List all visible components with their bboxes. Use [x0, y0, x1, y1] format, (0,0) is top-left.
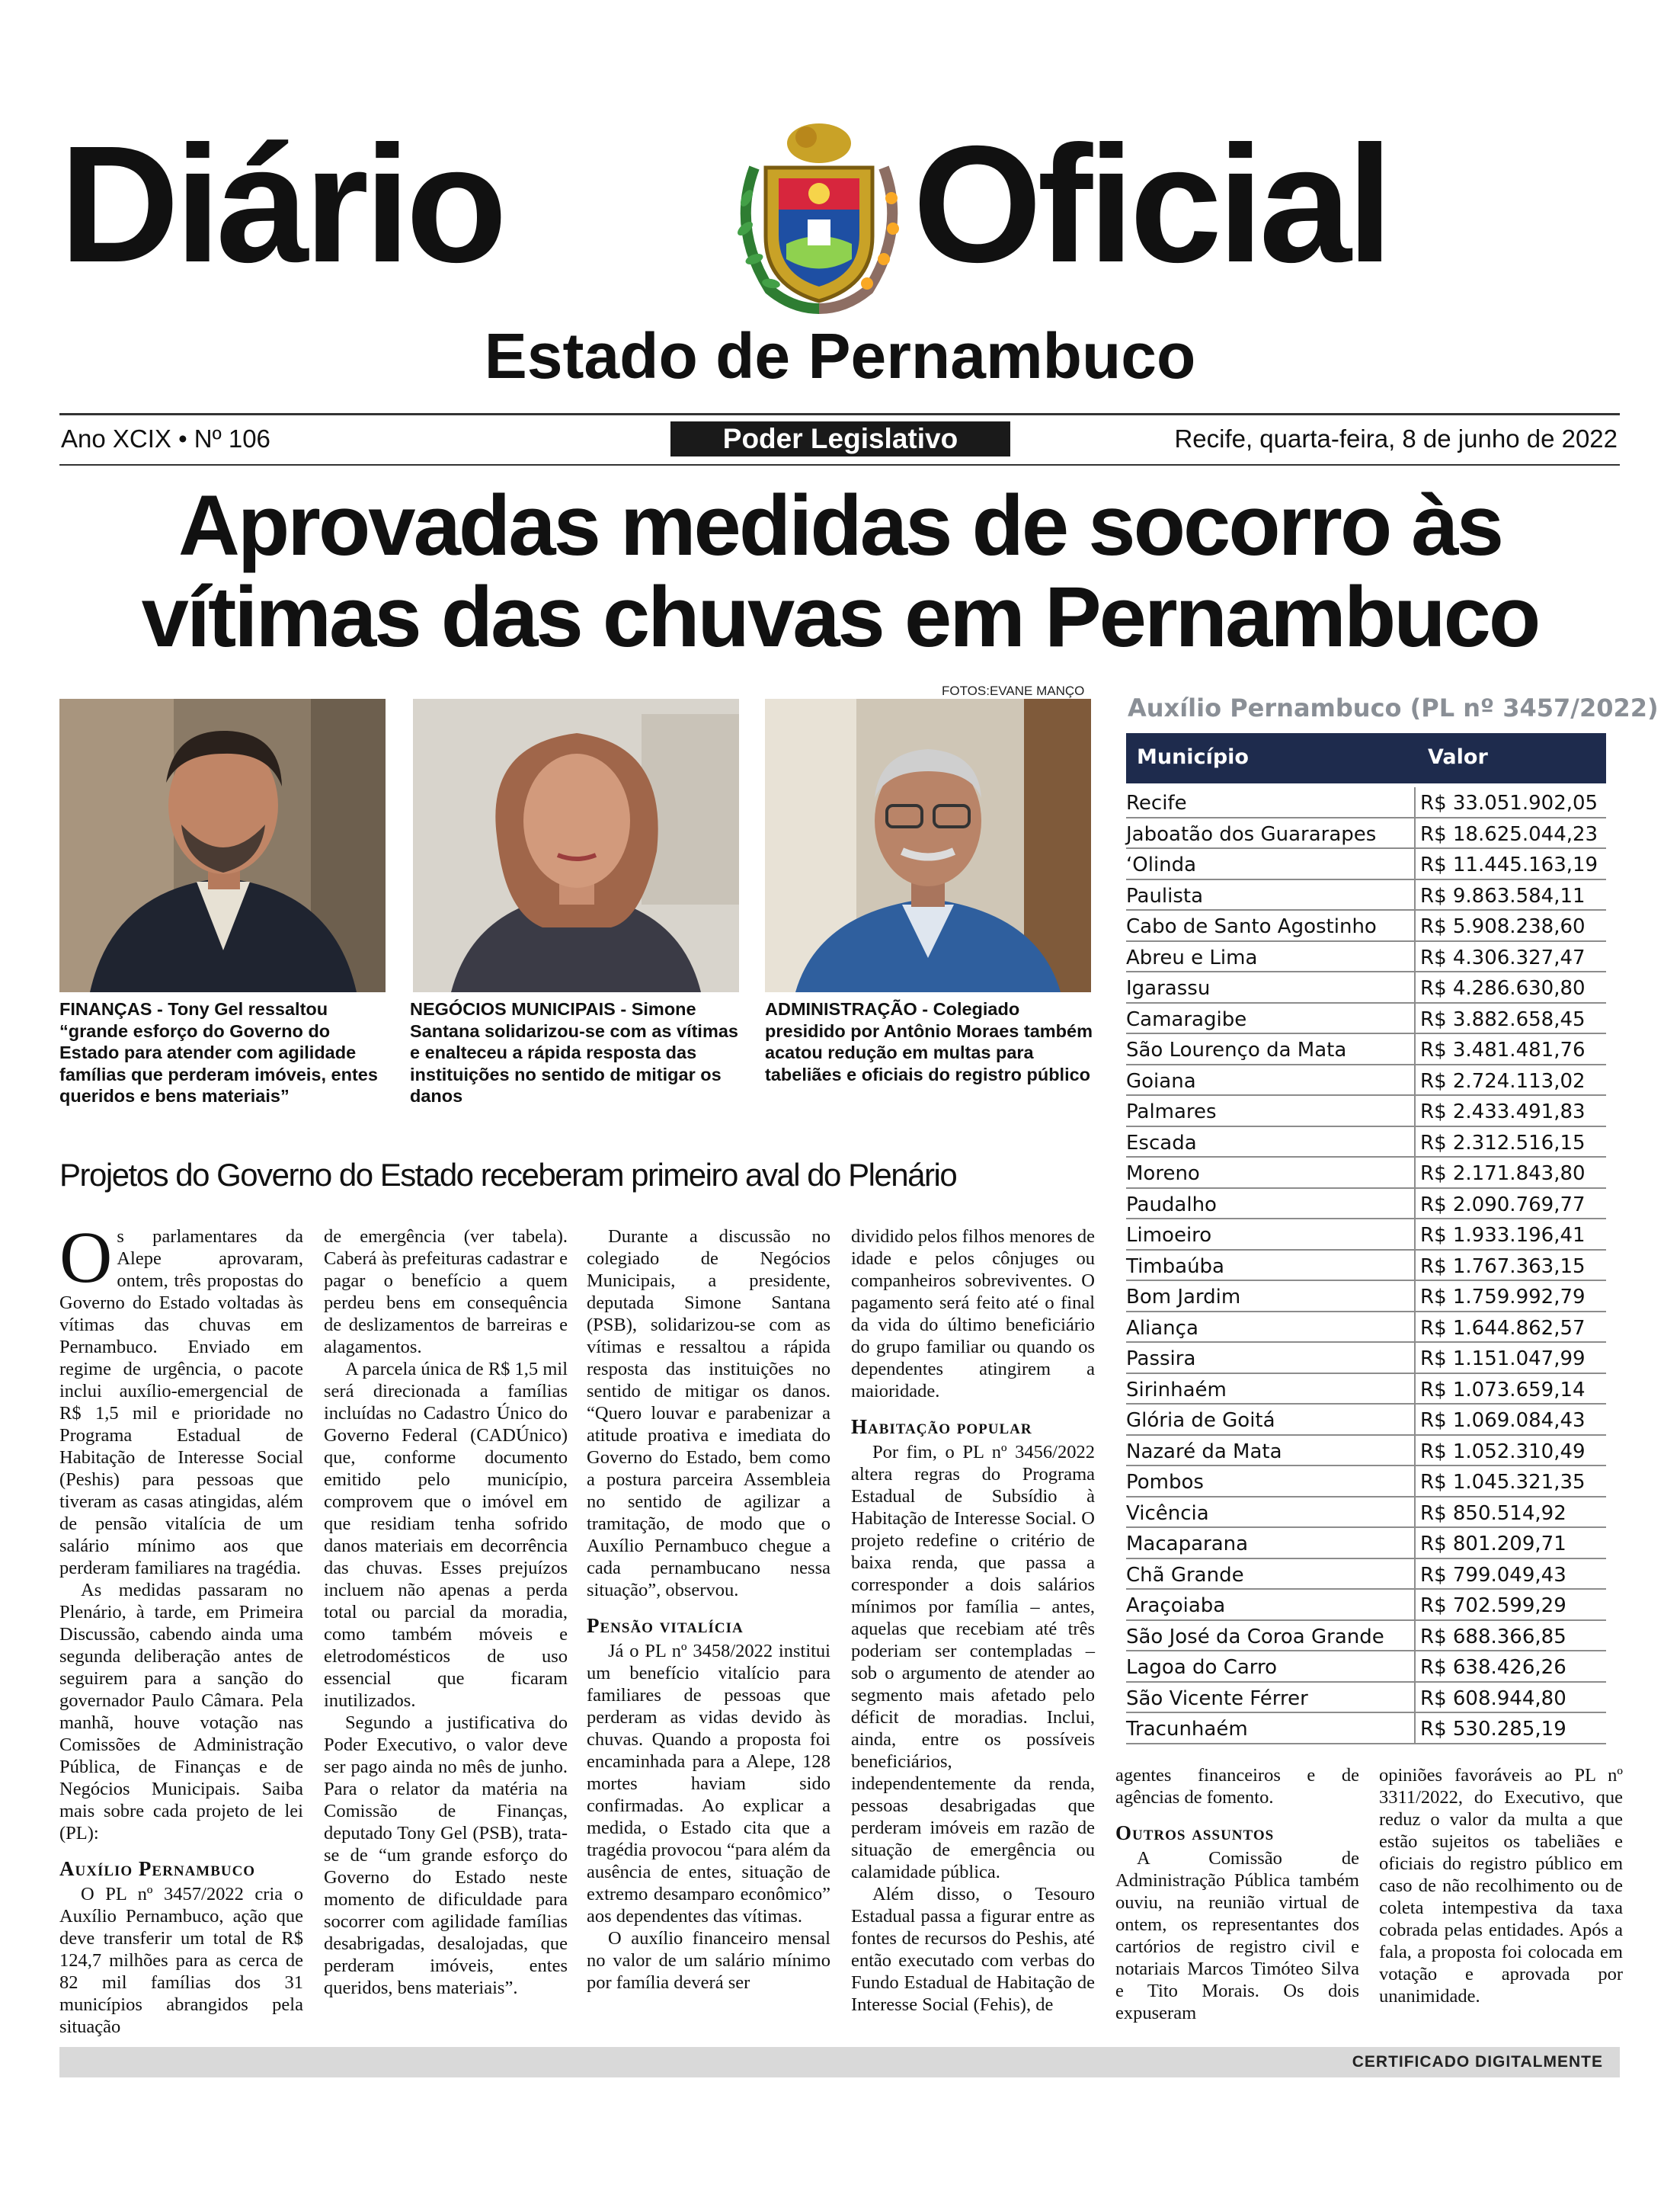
valor-cell: R$ 1.151.047,99: [1420, 1347, 1586, 1370]
article-column-1: [59, 1216, 303, 2038]
column-divider: [1414, 1219, 1416, 1249]
table-row: [1126, 818, 1606, 850]
column-divider: [1414, 1405, 1416, 1434]
table-row: [1126, 1127, 1606, 1158]
column-divider: [1414, 1683, 1416, 1712]
valor-cell: R$ 1.933.196,41: [1420, 1224, 1586, 1247]
municipio-cell: Pombos: [1126, 1471, 1204, 1494]
drop-cap: O: [59, 1216, 113, 1298]
valor-cell: R$ 801.209,71: [1420, 1533, 1566, 1555]
article-paragraph-6: Segundo a justificativa do Poder Executivo, o valor deve ser pago ainda no mês de junho. Para o relator da matéria na Comissão de Finanças, deputado Tony Gel (PSB), trata-se de “um grande esforço do Governo do Estado neste momento de dificuldade para socorrer com agilidade famílias desabrigadas, desalojadas, que perderam imóveis, entes queridos, bens materiais”.: [324, 1712, 568, 1998]
valor-cell: R$ 2.724.113,02: [1420, 1069, 1586, 1093]
column-divider: [1414, 1436, 1416, 1465]
column-divider: [1414, 1158, 1416, 1187]
municipio-cell: Timbaúba: [1126, 1254, 1224, 1278]
column-divider: [1414, 1004, 1416, 1033]
bottom-rule: [59, 464, 1620, 466]
table-row: [1126, 1158, 1606, 1189]
article-paragraph-4: de emergência (ver tabela). Caberá às prefeituras cadastrar e pagar o benefício a quem perdeu bens em consequência de deslizamentos de barreiras e alagamentos.: [324, 1226, 568, 1357]
valor-cell: R$ 688.366,85: [1420, 1625, 1566, 1648]
article-paragraph-8: Já o PL nº 3458/2022 institui um benefício vitalício para familiares de pessoas que perderam as vidas devido às chuvas. Quando a proposta foi encaminhada para a Alepe, 128 mortes haviam sido confirmadas. Ao explicar a medida, o Estado cita que a tragédia provocou “para além da ausência de entes, situação de extremo desamparo econômico” aos dependentes das vítimas.: [587, 1641, 830, 1927]
valor-cell: R$ 11.445.163,19: [1420, 854, 1598, 876]
table-row: [1126, 1466, 1606, 1498]
column-divider: [1414, 1559, 1416, 1589]
table-row: [1126, 1683, 1606, 1714]
municipio-cell: Nazaré da Mata: [1126, 1440, 1282, 1463]
article-paragraph-12: Além disso, o Tesouro Estadual passa a figurar entre as fontes de recursos do Peshis, até então executado com verbas do Fundo Estadual de Habitação de Interesse Social (Fehis), de: [851, 1884, 1095, 2015]
municipio-cell: Macaparana: [1126, 1533, 1249, 1555]
municipio-cell: São Vicente Férrer: [1126, 1686, 1308, 1710]
municipio-cell: Goiana: [1126, 1069, 1196, 1093]
valor-cell: R$ 608.944,80: [1420, 1686, 1566, 1710]
municipio-cell: Chã Grande: [1126, 1563, 1244, 1587]
article-paragraph-10: dividido pelos filhos menores de idade e pelos cônjuges ou companheiros sobreviventes. O pagamento será feito até o final da vida do último beneficiário do grupo familiar ou quando os dependentes atingirem a maioridade.: [851, 1226, 1095, 1401]
section-badge: Poder Legislativo: [670, 421, 1010, 456]
table-row: [1126, 1528, 1606, 1559]
column-divider: [1414, 1498, 1416, 1527]
table-row: [1126, 1096, 1606, 1127]
valor-cell: R$ 799.049,43: [1420, 1563, 1566, 1587]
article-paragraph-7: Durante a discussão no colegiado de Negócios Municipais, a presidente, deputada Simone Santana (PSB), solidarizou-se com as vítimas e ressaltou a rápida resposta das instituições no sentido de mitigar os danos. “Quero louvar e parabenizar a atitude proativa e imediata do Governo do Estado, bem como a postura parceira Assembleia no sentido de agilizar a tramitação, de modo que o Auxílio Pernambuco chegue a cada pernambucano nessa situação”, observou.: [587, 1226, 830, 1600]
valor-cell: R$ 850.514,92: [1420, 1501, 1566, 1525]
municipio-cell: Tracunhaém: [1126, 1718, 1248, 1741]
column-divider: [1414, 1713, 1416, 1743]
table-row: [1126, 1651, 1606, 1683]
article-paragraph-3: O PL nº 3457/2022 cria o Auxílio Pernambuco, ação que deve transferir um total de R$ 124,7 milhões para as cerca de 82 mil famílias dos 31 municípios abrangidos pela situação: [59, 1884, 303, 2037]
valor-cell: R$ 33.051.902,05: [1420, 792, 1598, 815]
valor-cell: R$ 2.312.516,15: [1420, 1131, 1586, 1155]
municipio-cell: Bom Jardim: [1126, 1286, 1241, 1309]
headline-line-2: vítimas das chuvas em Pernambuco: [141, 569, 1539, 665]
table-row: [1126, 1498, 1606, 1529]
municipio-cell: Moreno: [1126, 1162, 1200, 1185]
article-column-2: [324, 1225, 568, 1999]
table-row: [1126, 880, 1606, 911]
table-row: [1126, 1281, 1606, 1312]
column-divider: [1414, 1528, 1416, 1558]
municipio-cell: Passira: [1126, 1347, 1196, 1370]
table-row: [1126, 787, 1606, 818]
masthead-title-right: Oficial: [913, 112, 1389, 297]
municipio-cell: Jaboatão dos Guararapes: [1126, 822, 1377, 846]
valor-cell: R$ 1.052.310,49: [1420, 1440, 1586, 1463]
photo-caption-financas: FINANÇAS - Tony Gel ressaltou “grande esforço do Governo do Estado para atender com agilidade famílias que perderam imóveis, entes queridos e bens materiais”: [59, 999, 378, 1106]
column-divider: [1414, 849, 1416, 879]
column-divider: [1414, 1096, 1416, 1126]
article-paragraph-11: Por fim, o PL nº 3456/2022 altera regras do Programa Estadual de Subsídio à Habitação de Interesse Social. O projeto redefine o critério de baixa renda, que passa a corresponder a dois salários mínimos por família – antes, aquelas que recebiam até três poderiam ser contempladas – sob o argumento de atender ao segmento mais afetado pelo déficit de moradias. Inclui, ainda, entre os possíveis beneficiários, independentemente da renda, pessoas desabrigadas que perderam imóveis em razão de situação de emergência ou calamidade pública.: [851, 1442, 1095, 1882]
coat-of-arms-logo: [724, 114, 914, 320]
photo-simone-santana: [413, 699, 739, 992]
headline: [0, 480, 1680, 663]
subheading-habitacao: Habitação popular: [851, 1415, 1032, 1438]
valor-cell: R$ 4.286.630,80: [1420, 977, 1586, 1000]
table-row: [1126, 849, 1606, 880]
municipio-cell: Cabo de Santo Agostinho: [1126, 915, 1377, 938]
column-divider: [1414, 1251, 1416, 1280]
table-row: [1126, 1034, 1606, 1065]
valor-cell: R$ 530.285,19: [1420, 1718, 1566, 1741]
top-rule: [59, 413, 1620, 415]
subheading-outros: Outros assuntos: [1115, 1821, 1275, 1844]
edition-number: Ano XCIX • Nº 106: [61, 424, 270, 453]
column-divider: [1414, 1590, 1416, 1619]
table-row: [1126, 942, 1606, 973]
valor-cell: R$ 1.069.084,43: [1420, 1409, 1586, 1432]
column-divider: [1414, 1281, 1416, 1311]
masthead-subtitle: Estado de Pernambuco: [484, 320, 1196, 392]
table-row: [1126, 1065, 1606, 1097]
municipio-cell: Camaragibe: [1126, 1007, 1247, 1031]
column-divider: [1414, 1034, 1416, 1064]
column-divider: [1414, 1466, 1416, 1496]
municipio-cell: Lagoa do Carro: [1126, 1656, 1278, 1679]
table-header: [1126, 733, 1606, 783]
table-title: Auxílio Pernambuco (PL nº 3457/2022): [1128, 693, 1659, 722]
table-row: [1126, 1219, 1606, 1251]
article-paragraph-2: As medidas passaram no Plenário, à tarde, em Primeira Discussão, cabendo ainda uma segunda deliberação antes de seguirem para a sanção do governador Paulo Câmara. Pela manhã, houve votação nas Comissões de Administração Pública, de Finanças e de Negócios Municipais. Saiba mais sobre cada projeto de lei (PL):: [59, 1580, 303, 1843]
subheading-auxilio: Auxílio Pernambuco: [59, 1857, 256, 1880]
valor-cell: R$ 1.073.659,14: [1420, 1378, 1586, 1401]
photo-credit: FOTOS:EVANE MANÇO: [942, 684, 1085, 698]
municipio-cell: Igarassu: [1126, 977, 1211, 1000]
valor-cell: R$ 4.306.327,47: [1420, 946, 1586, 969]
municipio-cell: São Lourenço da Mata: [1126, 1039, 1347, 1062]
table-row: [1126, 1590, 1606, 1621]
article-column-6: [1379, 1764, 1623, 2007]
table-row: [1126, 972, 1606, 1004]
subheading-pensao: Pensão vitalícia: [587, 1614, 744, 1637]
valor-cell: R$ 1.644.862,57: [1420, 1316, 1586, 1340]
valor-cell: R$ 1.759.992,79: [1420, 1286, 1586, 1309]
article-column-5: [1115, 1764, 1359, 2024]
photo-caption-administracao: ADMINISTRAÇÃO - Colegiado presidido por Antônio Moraes também acatou redução em multas para tabeliães e oficiais do registro público: [765, 999, 1093, 1084]
article-paragraph-15: opiniões favoráveis ao PL nº 3311/2022, do Executivo, que reduz o valor da multa a que estão sujeitos os tabeliães e oficiais do registro público em caso de não recolhimento ou de coleta intempestiva da taxa cobrada pelas entidades. Após a fala, a proposta foi colocada em votação e aprovada por unanimidade.: [1379, 1765, 1623, 2007]
valor-cell: R$ 702.599,29: [1420, 1594, 1566, 1617]
photo-tony-gel: [59, 699, 386, 992]
table-row: [1126, 1405, 1606, 1436]
municipio-cell: ‘Olinda: [1126, 854, 1197, 876]
column-divider: [1414, 1374, 1416, 1404]
valor-cell: R$ 2.433.491,83: [1420, 1100, 1586, 1123]
column-divider: [1414, 880, 1416, 910]
column-divider: [1414, 1127, 1416, 1157]
table-row: [1126, 911, 1606, 942]
table-row: [1126, 1251, 1606, 1282]
municipio-cell: Sirinhaém: [1126, 1378, 1227, 1401]
municipio-cell: Palmares: [1126, 1100, 1217, 1123]
valor-cell: R$ 1.767.363,15: [1420, 1254, 1586, 1278]
table-row: [1126, 1559, 1606, 1590]
column-divider: [1414, 787, 1416, 817]
table-row: [1126, 1312, 1606, 1344]
municipio-cell: Araçoiaba: [1126, 1594, 1226, 1617]
certified-label: CERTIFICADO DIGITALMENTE: [1352, 2053, 1603, 2071]
photo-antonio-moraes: [765, 699, 1091, 992]
municipio-cell: Paudalho: [1126, 1193, 1217, 1216]
municipio-cell: Vicência: [1126, 1501, 1209, 1525]
table-row: [1126, 1189, 1606, 1220]
article-paragraph-5: A parcela única de R$ 1,5 mil será direcionada a famílias incluídas no Cadastro Único do Governo Federal (CADÚnico) que, conforme documento emitido pelo município, comprovem que o imóvel em que residiam tenha sofrido danos materiais em decorrência das chuvas. Esses prejuízos incluem não apenas a perda total ou parcial da moradia, como também móveis e eletrodomésticos de uso essencial que ficaram inutilizados.: [324, 1359, 568, 1711]
valor-cell: R$ 5.908.238,60: [1420, 915, 1586, 938]
table-row: [1126, 1436, 1606, 1467]
municipio-cell: Abreu e Lima: [1126, 946, 1258, 969]
column-divider: [1414, 1651, 1416, 1681]
column-divider: [1414, 972, 1416, 1002]
column-header-municipio: Município: [1137, 745, 1249, 769]
municipio-cell: São José da Coroa Grande: [1126, 1625, 1384, 1648]
municipio-cell: Limoeiro: [1126, 1224, 1212, 1247]
table-body: [1126, 787, 1606, 1744]
column-header-valor: Valor: [1428, 745, 1488, 769]
headline-line-1: Aprovadas medidas de socorro às: [178, 478, 1502, 573]
column-divider: [1414, 911, 1416, 940]
article-deck: Projetos do Governo do Estado receberam primeiro aval do Plenário: [59, 1157, 957, 1193]
table-row: [1126, 1713, 1606, 1744]
valor-cell: R$ 2.171.843,80: [1420, 1162, 1586, 1185]
table-row: [1126, 1343, 1606, 1374]
article-paragraph-1: Os parlamentares da Alepe aprovaram, ontem, três propostas do Governo do Estado voltadas às vítimas das chuvas em Pernambuco. Enviado em regime de urgência, o pacote inclui auxílio-emergencial de R$ 1,5 mil e prioridade no Programa Estadual de Habitação de Interesse Social (Peshis) para pessoas que tiveram as casas atingidas, além de pensão vitalícia de um salário mínimo aos que perderam familiares na tragédia.: [59, 1216, 303, 1578]
table-row: [1126, 1004, 1606, 1035]
article-column-3: [587, 1225, 830, 1994]
dateline: Recife, quarta-feira, 8 de junho de 2022: [1174, 424, 1618, 453]
table-row: [1126, 1374, 1606, 1405]
municipio-cell: Escada: [1126, 1131, 1197, 1155]
photo-caption-negocios-municipais: NEGÓCIOS MUNICIPAIS - Simone Santana solidarizou-se com as vítimas e enalteceu a rápida resposta das instituições no sentido de mitigar os danos: [410, 999, 738, 1106]
valor-cell: R$ 1.045.321,35: [1420, 1471, 1586, 1494]
valor-cell: R$ 18.625.044,23: [1420, 822, 1598, 846]
column-divider: [1414, 942, 1416, 972]
footer-bar: [59, 2047, 1620, 2077]
municipio-cell: Glória de Goitá: [1126, 1409, 1275, 1432]
valor-cell: R$ 638.426,26: [1420, 1656, 1566, 1679]
article-paragraph-13: agentes financeiros e de agências de fomento.: [1115, 1765, 1359, 1808]
valor-cell: R$ 3.882.658,45: [1420, 1007, 1586, 1031]
valor-cell: R$ 9.863.584,11: [1420, 884, 1586, 908]
column-divider: [1414, 818, 1416, 848]
column-divider: [1414, 1189, 1416, 1219]
municipio-cell: Aliança: [1126, 1316, 1198, 1340]
article-paragraph-14: A Comissão de Administração Pública também ouviu, na reunião virtual de ontem, os representantes dos cartórios de registro civil e notariais Marcos Timóteo Silva e Tito Morais. Os dois expuseram: [1115, 1848, 1359, 2023]
article-paragraph-9: O auxílio financeiro mensal no valor de um salário mínimo por família deverá ser: [587, 1928, 830, 1993]
column-divider: [1414, 1343, 1416, 1373]
municipio-cell: Paulista: [1126, 884, 1204, 908]
column-divider: [1414, 1065, 1416, 1095]
masthead-title-left: Diário: [59, 112, 503, 297]
valor-cell: R$ 2.090.769,77: [1420, 1193, 1586, 1216]
article-column-4: [851, 1225, 1095, 2016]
table-row: [1126, 1621, 1606, 1652]
valor-cell: R$ 3.481.481,76: [1420, 1039, 1586, 1062]
column-divider: [1414, 1621, 1416, 1651]
municipio-cell: Recife: [1126, 792, 1187, 815]
column-divider: [1414, 1312, 1416, 1342]
